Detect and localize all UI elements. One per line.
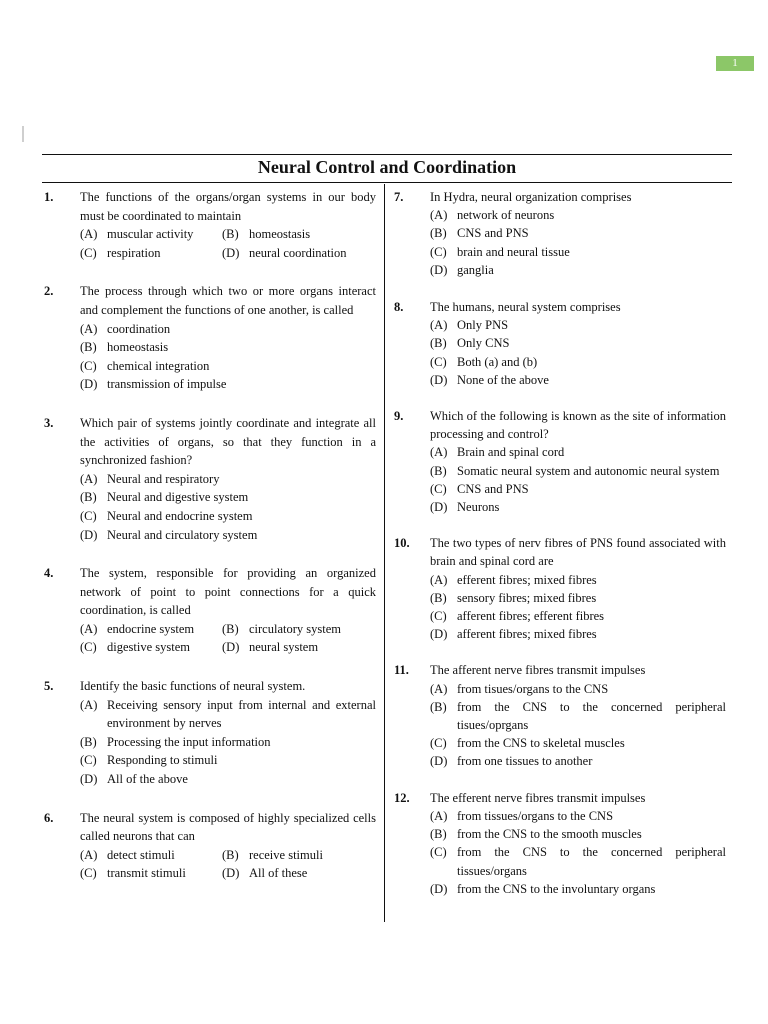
- option-row: [80, 244, 376, 263]
- question-text: Which pair of systems jointly coordinate and integrate all the activities of organs, so that they function in a synchronized fashion?: [80, 415, 376, 468]
- option-text: neural coordination: [249, 245, 347, 260]
- answer-option: [80, 225, 222, 244]
- question-item: [394, 661, 726, 770]
- page-title: Neural Control and Coordination: [257, 157, 517, 177]
- option-label: (B): [80, 490, 97, 505]
- question-text: The neural system is composed of highly specialized cells called neurons that can: [80, 810, 376, 844]
- answer-option: [80, 751, 376, 770]
- option-text: endocrine system: [107, 621, 195, 636]
- answer-option: [430, 316, 726, 334]
- option-text: homeostasis: [249, 227, 311, 242]
- option-label: (A): [430, 808, 448, 823]
- question-item: [394, 188, 726, 279]
- answer-option: [80, 338, 376, 357]
- answer-option: [430, 880, 726, 898]
- answer-option: [430, 353, 726, 371]
- column-divider: [384, 184, 385, 922]
- question-number: 8.: [394, 300, 404, 315]
- right-column: [394, 188, 726, 898]
- question-number: 5.: [44, 679, 54, 694]
- answer-option: [80, 696, 376, 733]
- answer-option: [430, 571, 726, 589]
- option-label: (C): [430, 354, 447, 369]
- option-row: [80, 225, 376, 244]
- answer-option: [430, 734, 726, 752]
- option-text: receive stimuli: [249, 847, 323, 862]
- option-text: Both (a) and (b): [457, 354, 538, 369]
- option-label: (B): [80, 340, 97, 355]
- option-label: (C): [80, 245, 97, 260]
- question-item: [44, 188, 376, 262]
- option-text: network of neurons: [457, 208, 555, 223]
- option-text: chemical integration: [107, 358, 210, 373]
- option-label: (D): [430, 500, 448, 515]
- answer-option: [430, 334, 726, 352]
- title-top-rule: [42, 154, 732, 155]
- option-text: from the CNS to skeletal muscles: [457, 736, 625, 751]
- option-label: (D): [80, 772, 98, 787]
- option-label: (A): [80, 227, 98, 242]
- question-text: The efferent nerve fibres transmit impulses: [430, 790, 646, 805]
- answer-option: [430, 807, 726, 825]
- option-text: Brain and spinal cord: [457, 445, 565, 460]
- question-item: [44, 677, 376, 789]
- option-label: (C): [430, 736, 447, 751]
- answer-option: [80, 526, 376, 545]
- question-number: 3.: [44, 415, 54, 430]
- question-item: [44, 809, 376, 883]
- answer-option: [80, 357, 376, 376]
- option-label: (C): [430, 845, 447, 860]
- answer-option: [222, 864, 376, 883]
- answer-option: [80, 507, 376, 526]
- answer-option: [430, 206, 726, 224]
- option-text: Responding to stimuli: [107, 753, 218, 768]
- option-text: detect stimuli: [107, 847, 175, 862]
- option-row: [80, 846, 376, 865]
- option-text: afferent fibres; mixed fibres: [457, 627, 597, 642]
- answer-option: [430, 625, 726, 643]
- option-text: brain and neural tissue: [457, 244, 570, 259]
- option-row: [80, 620, 376, 639]
- question-text: The humans, neural system comprises: [430, 300, 621, 315]
- option-row: [80, 864, 376, 883]
- option-text: from the CNS to the concerned peripheral tissues/organs: [457, 845, 726, 878]
- option-label: (B): [430, 590, 447, 605]
- option-text: Neurons: [457, 500, 500, 515]
- question-text: The two types of nerv fibres of PNS found associated with brain and spinal cord are: [430, 536, 726, 569]
- margin-marker: [22, 126, 24, 142]
- option-label: (B): [430, 699, 447, 714]
- answer-option: [80, 244, 222, 263]
- option-text: muscular activity: [107, 227, 194, 242]
- answer-option: [430, 698, 726, 734]
- option-label: (D): [430, 754, 448, 769]
- question-text: The process through which two or more organs interact and complement the functions of one another, is called: [80, 284, 376, 317]
- question-item: [44, 414, 376, 544]
- answer-option: [80, 733, 376, 752]
- option-label: (A): [80, 471, 98, 486]
- question-text: The afferent nerve fibres transmit impulses: [430, 663, 646, 678]
- option-label: (D): [80, 527, 98, 542]
- option-text: Only PNS: [457, 318, 509, 333]
- question-number: 10.: [394, 536, 410, 551]
- option-label: (D): [80, 377, 98, 392]
- option-label: (A): [80, 321, 98, 336]
- answer-option: [430, 498, 726, 516]
- answer-option: [80, 470, 376, 489]
- answer-option: [222, 620, 376, 639]
- option-text: from tisues/organs to the CNS: [457, 681, 609, 696]
- question-number: 4.: [44, 566, 54, 581]
- option-text: neural system: [249, 640, 319, 655]
- option-text: All of the above: [107, 772, 188, 787]
- option-text: from the CNS to the concerned peripheral tisues/oprgans: [457, 699, 726, 733]
- option-label: (C): [430, 609, 447, 624]
- answer-option: [80, 638, 222, 657]
- question-item: [394, 534, 726, 643]
- option-text: efferent fibres; mixed fibres: [457, 572, 597, 587]
- answer-option: [430, 480, 726, 498]
- answer-option: [80, 864, 222, 883]
- question-text: The system, responsible for providing an organized network of point to point connections for a quick coordination, is called: [80, 566, 376, 618]
- answer-option: [430, 371, 726, 389]
- option-label: (C): [80, 753, 97, 768]
- answer-option: [430, 224, 726, 242]
- option-label: (D): [430, 372, 448, 387]
- question-item: [394, 789, 726, 898]
- option-label: (C): [80, 508, 97, 523]
- option-label: (B): [222, 227, 239, 242]
- option-label: (A): [430, 445, 448, 460]
- option-label: (B): [430, 827, 447, 842]
- option-label: (A): [430, 681, 448, 696]
- answer-option: [80, 375, 376, 394]
- option-text: coordination: [107, 321, 171, 336]
- option-text: afferent fibres; efferent fibres: [457, 609, 605, 624]
- left-column: [44, 188, 376, 883]
- answer-option: [80, 620, 222, 639]
- answer-option: [80, 320, 376, 339]
- option-text: Processing the input information: [107, 734, 271, 749]
- option-label: (C): [430, 481, 447, 496]
- option-text: Neural and circulatory system: [107, 527, 258, 542]
- option-text: digestive system: [107, 640, 190, 655]
- option-text: from the CNS to the involuntary organs: [457, 881, 656, 896]
- option-label: (A): [430, 572, 448, 587]
- option-label: (B): [80, 734, 97, 749]
- option-label: (B): [430, 463, 447, 478]
- option-text: CNS and PNS: [457, 481, 529, 496]
- option-label: (B): [222, 621, 239, 636]
- answer-option: [430, 261, 726, 279]
- title-bottom-rule: [42, 182, 732, 183]
- option-text: All of these: [249, 866, 308, 881]
- option-text: Receiving sensory input from internal and external environment by nerves: [107, 697, 376, 731]
- option-label: (D): [430, 627, 448, 642]
- question-number: 9.: [394, 409, 404, 424]
- answer-option: [430, 462, 726, 480]
- option-text: Somatic neural system and autonomic neural system: [457, 463, 720, 478]
- question-item: [394, 407, 726, 516]
- option-label: (A): [430, 318, 448, 333]
- option-text: sensory fibres; mixed fibres: [457, 590, 597, 605]
- answer-option: [222, 638, 376, 657]
- option-label: (D): [222, 245, 240, 260]
- answer-option: [222, 846, 376, 865]
- answer-option: [80, 488, 376, 507]
- option-label: (B): [430, 226, 447, 241]
- option-text: None of the above: [457, 372, 549, 387]
- option-row: [80, 638, 376, 657]
- option-text: respiration: [107, 245, 161, 260]
- option-label: (D): [222, 866, 240, 881]
- option-text: transmission of impulse: [107, 377, 227, 392]
- question-number: 1.: [44, 190, 54, 204]
- question-item: [394, 298, 726, 389]
- option-text: transmit stimuli: [107, 866, 186, 881]
- option-text: circulatory system: [249, 621, 341, 636]
- answer-option: [430, 825, 726, 843]
- option-label: (C): [80, 358, 97, 373]
- answer-option: [222, 225, 376, 244]
- answer-option: [430, 607, 726, 625]
- option-text: CNS and PNS: [457, 226, 529, 241]
- option-label: (D): [222, 640, 240, 655]
- option-text: Only CNS: [457, 336, 510, 351]
- option-label: (C): [430, 244, 447, 259]
- question-text: Which of the following is known as the site of information processing and control?: [430, 409, 726, 442]
- question-text: Identify the basic functions of neural system.: [80, 679, 306, 694]
- option-label: (A): [80, 621, 98, 636]
- answer-option: [430, 243, 726, 261]
- option-label: (A): [80, 697, 98, 712]
- option-text: ganglia: [457, 262, 494, 277]
- answer-option: [430, 752, 726, 770]
- option-label: (A): [430, 208, 448, 223]
- answer-option: [430, 843, 726, 879]
- question-number: 7.: [394, 190, 404, 204]
- question-text: In Hydra, neural organization comprises: [430, 190, 632, 204]
- option-label: (A): [80, 847, 98, 862]
- option-label: (B): [222, 847, 239, 862]
- option-label: (C): [80, 866, 97, 881]
- question-item: [44, 282, 376, 394]
- page-number-badge: 1: [716, 56, 754, 71]
- option-text: Neural and endocrine system: [107, 508, 253, 523]
- answer-option: [430, 443, 726, 461]
- answer-option: [430, 680, 726, 698]
- option-label: (B): [430, 336, 447, 351]
- option-label: (C): [80, 640, 97, 655]
- option-label: (D): [430, 881, 448, 896]
- question-number: 6.: [44, 810, 54, 825]
- option-text: from the CNS to the smooth muscles: [457, 827, 642, 842]
- option-text: from tissues/organs to the CNS: [457, 808, 614, 823]
- answer-option: [80, 846, 222, 865]
- answer-option: [430, 589, 726, 607]
- question-number: 12.: [394, 790, 410, 805]
- option-label: (D): [430, 262, 448, 277]
- option-text: Neural and digestive system: [107, 490, 249, 505]
- option-text: Neural and respiratory: [107, 471, 220, 486]
- option-text: from one tissues to another: [457, 754, 593, 769]
- question-number: 2.: [44, 284, 54, 299]
- option-text: homeostasis: [107, 340, 169, 355]
- question-item: [44, 564, 376, 657]
- question-text: The functions of the organs/organ systems in our body must be coordinated to maintain: [80, 190, 376, 223]
- answer-option: [222, 244, 376, 263]
- answer-option: [80, 770, 376, 789]
- question-number: 11.: [394, 663, 409, 678]
